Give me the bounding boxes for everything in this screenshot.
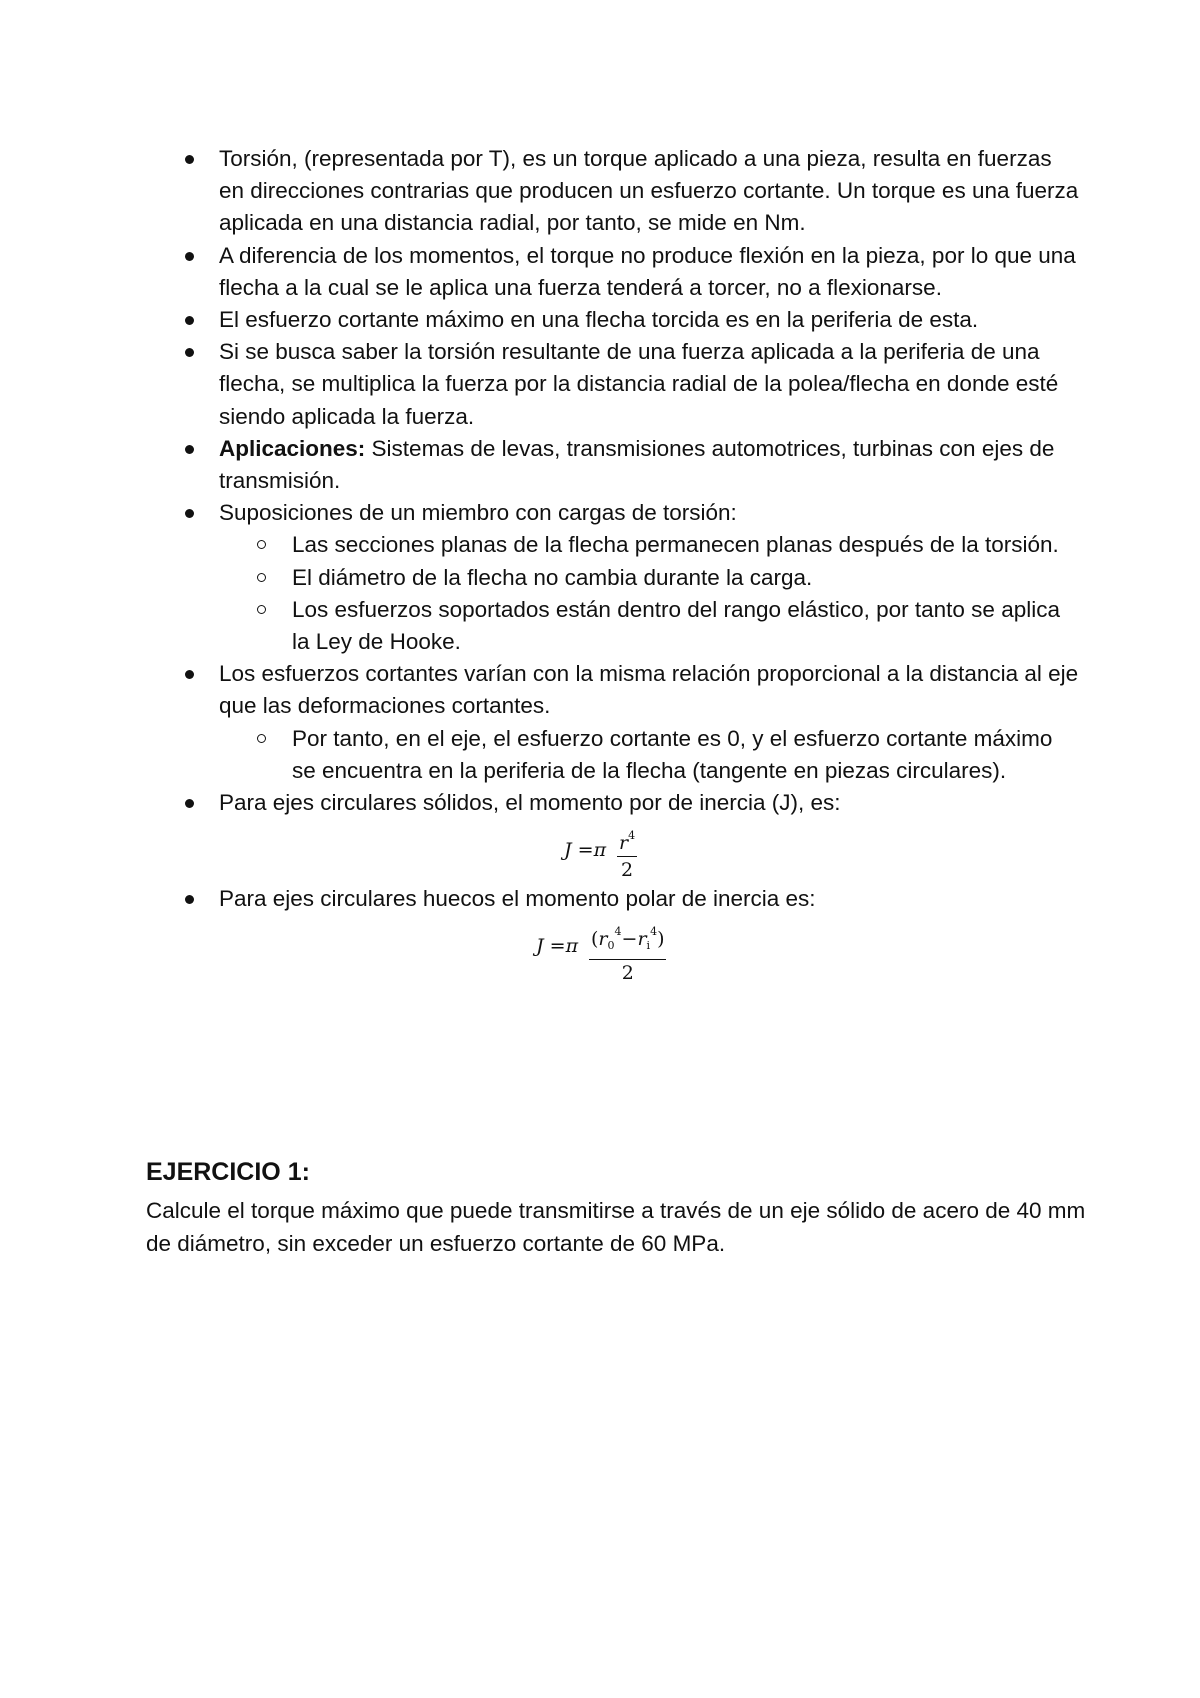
- formula-exponent: 4: [614, 925, 622, 939]
- bullet-dot-icon: [185, 316, 194, 325]
- bullet-item: [0, 143, 1200, 240]
- sub-bullet-item: [0, 594, 1200, 658]
- formula-paren: ): [657, 928, 665, 951]
- applications-label: Aplicaciones:: [219, 435, 366, 461]
- formula-subscript: 0: [607, 939, 615, 953]
- formula-fraction: [589, 919, 666, 986]
- bullet-item: [0, 336, 1200, 433]
- bullet-item: [0, 883, 1200, 915]
- bullet-text: Para ejes circulares huecos el momento polar de inercia es:: [219, 886, 816, 912]
- bullet-item: [0, 497, 1200, 529]
- formula-lhs: J =π: [564, 839, 607, 862]
- bullet-dot-icon: [185, 348, 194, 357]
- bullet-item: [0, 658, 1200, 722]
- sub-bullet-text: Por tanto, en el eje, el esfuerzo cortante es 0, y el esfuerzo cortante máximo se encuentra en la periferia de la flecha (tangente en piezas circulares).: [292, 725, 1053, 783]
- formula-var: r: [637, 928, 647, 951]
- bullet-circle-icon: [257, 540, 266, 549]
- bullet-circle-icon: [257, 573, 266, 582]
- formula-solid-inertia: [0, 819, 1200, 883]
- sub-bullet-text: El diámetro de la flecha no cambia durante la carga.: [292, 564, 813, 590]
- formula-exponent: 4: [628, 829, 636, 843]
- bullet-dot-icon: [185, 155, 194, 164]
- bullet-dot-icon: [185, 509, 194, 518]
- bullet-circle-icon: [257, 605, 266, 614]
- bullet-dot-icon: [185, 670, 194, 679]
- bullet-text: El esfuerzo cortante máximo en una flecha torcida es en la periferia de esta.: [219, 307, 979, 333]
- formula-subscript: i: [646, 939, 651, 953]
- sub-bullet-text: Las secciones planas de la flecha permanecen planas después de la torsión.: [292, 532, 1059, 558]
- bullet-dot-icon: [185, 445, 194, 454]
- bullet-dot-icon: [185, 252, 194, 261]
- exercise-heading: EJERCICIO 1:: [146, 1158, 310, 1186]
- bullet-text: A diferencia de los momentos, el torque no produce flexión en la pieza, por lo que una flecha a la cual se le aplica una fuerza tenderá a torcer, no a flexionarse.: [219, 242, 1076, 300]
- bullet-text: Sistemas de levas, transmisiones automotrices, turbinas con ejes de transmisión.: [219, 435, 1055, 494]
- formula-var: r: [598, 928, 608, 951]
- formula-exponent: 4: [650, 925, 658, 939]
- sub-bullet-text: Los esfuerzos soportados están dentro del rango elástico, por tanto se aplica la Ley de Hooke.: [292, 596, 1060, 655]
- bullet-circle-icon: [257, 734, 266, 743]
- formula-var: r: [619, 832, 629, 855]
- formula-minus: −: [621, 928, 638, 951]
- formula-denominator: 2: [621, 962, 634, 985]
- bullet-item: [0, 787, 1200, 819]
- sub-bullet-item: [0, 529, 1200, 561]
- sub-bullet-item: [0, 562, 1200, 594]
- bullet-list: [0, 143, 1200, 985]
- formula-fraction: [617, 823, 637, 883]
- bullet-text: Los esfuerzos cortantes varían con la misma relación proporcional a la distancia al eje que las deformaciones cortantes.: [219, 661, 1079, 719]
- sub-bullet-item: [0, 723, 1200, 787]
- formula-paren: (: [591, 928, 599, 951]
- formula-numerator: [589, 919, 666, 960]
- bullet-dot-icon: [185, 799, 194, 808]
- bullet-text: Torsión, (representada por T), es un torque aplicado a una pieza, resulta en fuerzas en direcciones contrarias que producen un esfuerzo cortante. Un torque es una fuerza aplicada en una distancia radial, por tanto, se mide en Nm.: [219, 146, 1079, 236]
- bullet-item: [0, 304, 1200, 336]
- bullet-text: Si se busca saber la torsión resultante de una fuerza aplicada a la periferia de una flecha, se multiplica la fuerza por la distancia radial de la polea/flecha en donde esté siendo aplicada la fuerza.: [219, 339, 1059, 429]
- bullet-item: [0, 240, 1200, 304]
- bullet-text: Para ejes circulares sólidos, el momento por de inercia (J), es:: [219, 790, 841, 816]
- bullet-item: [0, 433, 1200, 497]
- formula-numerator: [617, 823, 637, 857]
- bullet-dot-icon: [185, 895, 194, 904]
- exercise-text: Calcule el torque máximo que puede transmitirse a través de un eje sólido de acero de 40 mm de diámetro, sin exceder un esfuerzo cortante de 60 MPa.: [146, 1198, 1086, 1256]
- formula-hollow-inertia: [0, 915, 1200, 985]
- formula-lhs: J =π: [536, 935, 579, 958]
- formula-denominator: 2: [621, 859, 634, 882]
- bullet-text: Suposiciones de un miembro con cargas de torsión:: [219, 500, 737, 526]
